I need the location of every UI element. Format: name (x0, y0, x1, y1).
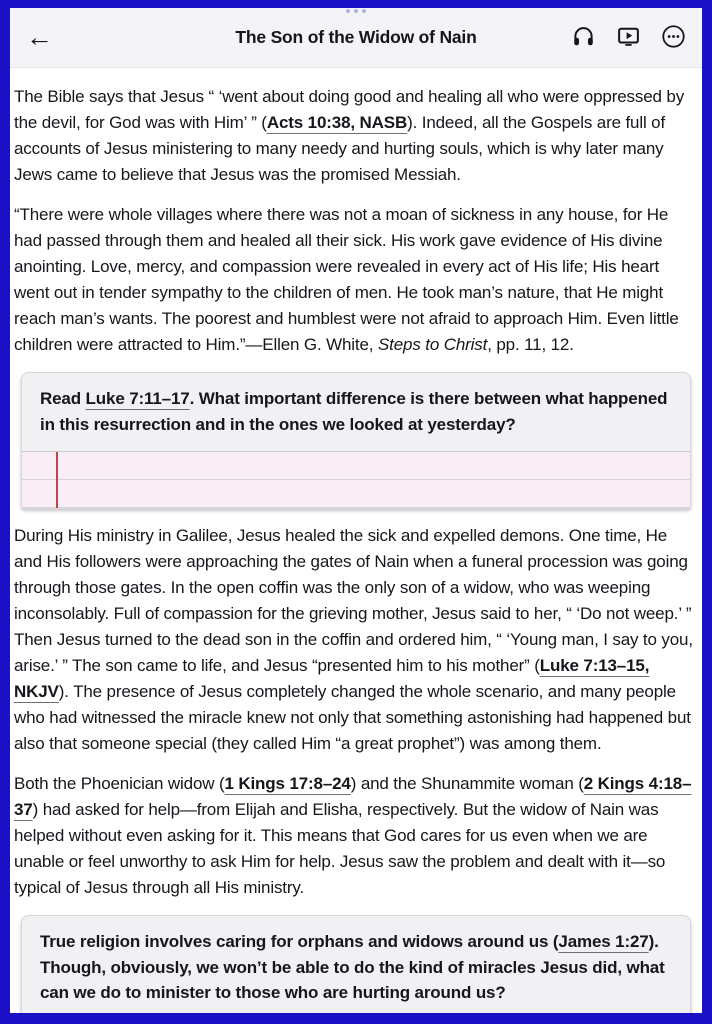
text-segment: ) had asked for help—from Elijah and Elisha, respectively. But the widow of Nain was helped without even asking for it. This means that God cares for us even when we are unable or feel unworthy to ask Him for help. Jesus saw the problem and dealt with it—so typical of Jesus through all His ministry. (14, 800, 666, 897)
text-segment: Both the Phoenician widow ( (14, 774, 225, 793)
answer-input-line[interactable] (22, 1021, 690, 1024)
question-card (21, 372, 691, 509)
text-segment: “There were whole villages where there was not a moan of sickness in any house, for He had passed through them and healed all their sick. His work gave evidence of His divine anointing. Love, mercy, and compassion were revealed in every act of His life; His heart went out in tender sympathy to the children of men. He took man’s nature, that He might reach man’s wants. The poorest and humblest were not afraid to approach Him. Even little children were attracted to Him.”—Ellen G. White, (14, 205, 679, 354)
scripture-link[interactable]: Luke 7:11–17 (85, 389, 190, 408)
answer-area (22, 451, 690, 508)
paragraph (14, 523, 698, 757)
text-segment: . What important difference is there between what happened in this resurrection and in the ones we looked at yesterday? (40, 389, 668, 434)
book-title: Steps to Christ (377, 335, 488, 354)
text-segment: True religion involves caring for orphans and widows around us ( (40, 932, 559, 951)
notebook-margin-line (56, 1021, 58, 1024)
video-button[interactable] (615, 25, 641, 51)
headphones-icon (571, 24, 596, 52)
text-segment: Read (40, 389, 86, 408)
paragraph (14, 84, 698, 188)
scripture-link[interactable]: 1 Kings 17:8–24 (224, 774, 351, 793)
notebook-margin-line (56, 452, 58, 508)
text-segment: ) and the Shunammite woman ( (350, 774, 584, 793)
question-text-block (22, 373, 690, 451)
question-text-block (22, 916, 690, 1020)
paragraph (14, 202, 698, 358)
lesson-content (10, 68, 702, 1024)
scripture-link[interactable]: 2 Kings 4:18–37 (14, 774, 692, 819)
text-segment: The Bible says that Jesus “ ‘went about doing good and healing all who were oppressed by the devil, for God was with Him’ ” ( (14, 87, 685, 132)
text-segment: ). Indeed, all the Gospels are full of accounts of Jesus ministering to many needy and hurting souls, which is why later many Jews came to believe that Jesus was the promised Messiah. (14, 113, 666, 184)
answer-input-line[interactable] (22, 452, 690, 480)
answer-area (22, 1020, 690, 1024)
text-segment: ). Though, obviously, we won’t be able to do the kind of miracles Jesus did, what can we do to minister to those who are hurting around us? (40, 932, 665, 1002)
text-segment: , pp. 11, 12. (487, 335, 574, 354)
ellipsis-circle-icon (661, 24, 686, 52)
top-indicator-dots (346, 9, 366, 13)
back-button[interactable]: ← (26, 24, 58, 51)
scripture-link[interactable]: James 1:27 (558, 932, 649, 951)
paragraph (14, 771, 698, 901)
scripture-link[interactable]: Luke 7:13–15, NKJV (14, 656, 650, 701)
scripture-link[interactable]: Acts 10:38, NASB (266, 113, 408, 132)
text-segment: ). The presence of Jesus completely changed the whole scenario, and many people who had witnessed the miracle knew not only that something astonishing had happened but also that someone special (they called Him “a great prophet”) was among them. (14, 682, 691, 753)
text-segment: During His ministry in Galilee, Jesus healed the sick and expelled demons. One time, He and His followers were approaching the gates of Nain when a funeral procession was going through those gates. In the open coffin was the only son of a widow, who was weeping inconsolably. Full of compassion for the grieving mother, Jesus said to her, “ ‘Do not weep.’ ” Then Jesus turned to the dead son in the coffin and ordered him, “ ‘Young man, I say to you, arise.’ ” The son came to life, and Jesus “presented him to his mother” ( (14, 526, 693, 675)
video-player-icon (616, 24, 641, 52)
question-text (40, 929, 672, 1006)
more-button[interactable] (660, 25, 686, 51)
header (10, 8, 702, 68)
audio-button[interactable] (570, 25, 596, 51)
answer-input-line[interactable] (22, 480, 690, 508)
question-text (40, 386, 672, 437)
header-actions (570, 25, 686, 51)
question-card (21, 915, 691, 1024)
page-title: The Son of the Widow of Nain (235, 27, 477, 47)
